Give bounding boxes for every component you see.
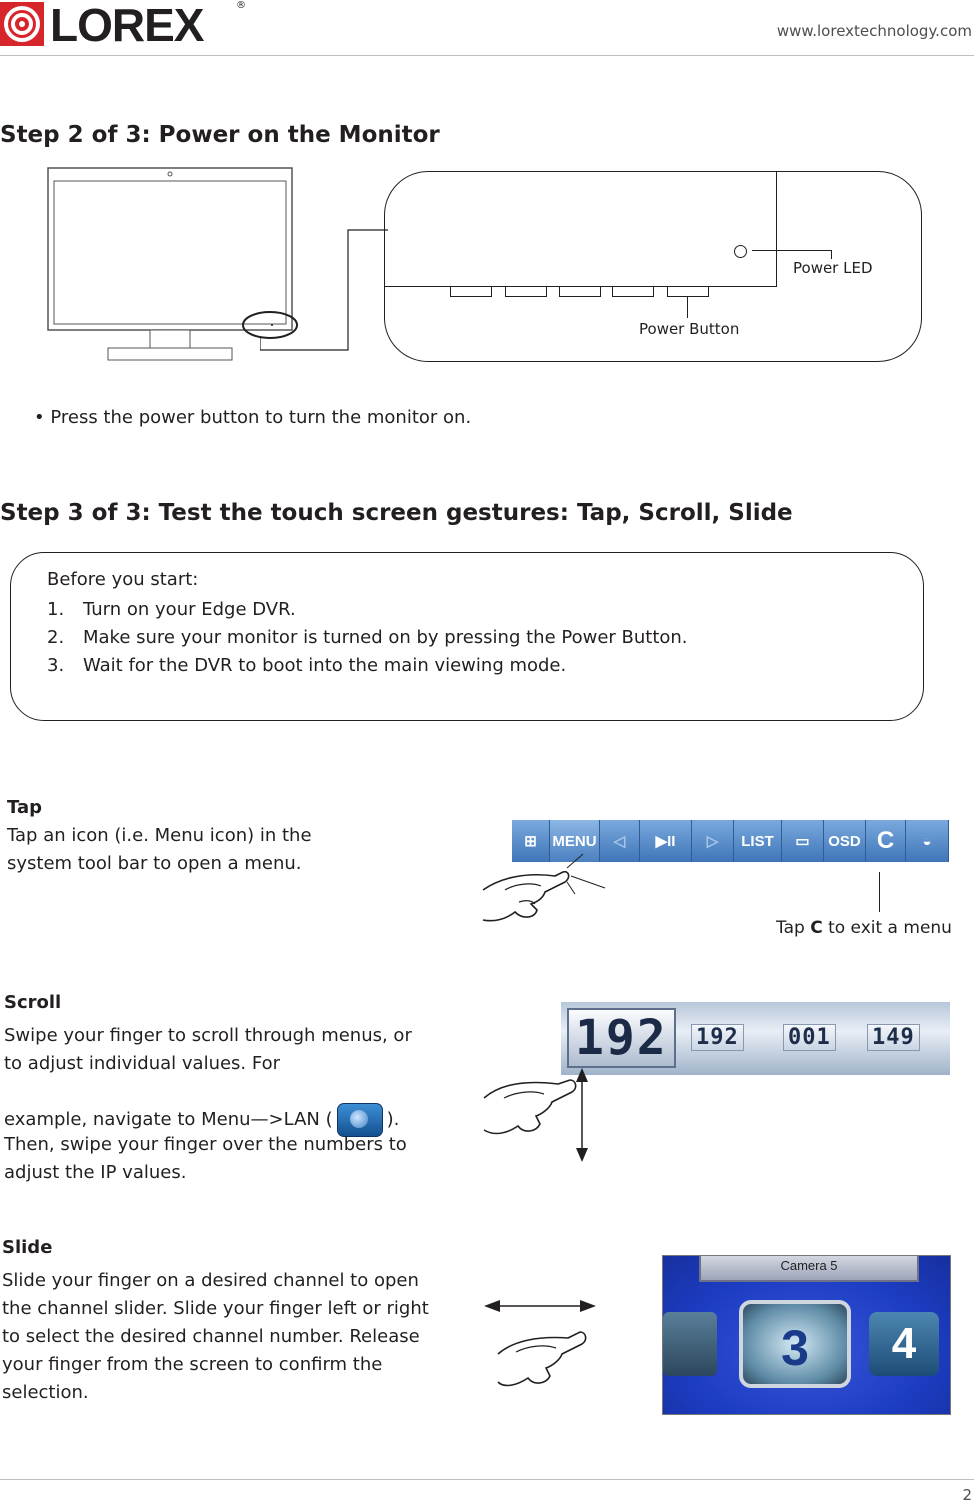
toolbar-list-button[interactable]: LIST — [734, 820, 782, 862]
toolbar-close-c-button[interactable]: C — [866, 820, 906, 862]
panel-button-3[interactable] — [559, 287, 601, 297]
power-button[interactable] — [667, 287, 709, 297]
power-led-leader-drop — [831, 250, 832, 259]
camera-label: Camera 5 — [699, 1255, 919, 1282]
channel-current-tile[interactable]: 3 — [739, 1300, 851, 1388]
step2-instruction: • Press the power button to turn the monitor on. — [34, 407, 472, 428]
panel-button-2[interactable] — [505, 287, 547, 297]
toolbar-grid-button[interactable]: ⊞ — [512, 820, 550, 862]
prep-step-number: 1. — [47, 599, 65, 620]
connector-line — [260, 228, 390, 354]
toolbar-menu-button[interactable]: MENU — [550, 820, 600, 862]
prep-step-number: 3. — [47, 655, 65, 676]
tap-c-leader — [879, 872, 880, 912]
before-you-start-title: Before you start: — [47, 569, 199, 590]
power-led-label: Power LED — [793, 259, 873, 277]
tap-title: Tap — [7, 797, 42, 818]
prep-step-text: Wait for the DVR to boot into the main viewing mode. — [83, 655, 567, 676]
prep-step-text: Turn on your Edge DVR. — [83, 599, 296, 620]
ip-big-number[interactable]: 192 — [567, 1008, 676, 1068]
power-button-label: Power Button — [639, 320, 740, 338]
scroll-title: Scroll — [4, 992, 62, 1013]
callout-prefix: Tap — [776, 918, 811, 938]
footer-divider — [0, 1479, 974, 1480]
header-divider — [0, 55, 974, 56]
channel-prev-tile[interactable] — [663, 1312, 717, 1376]
ip-field-2[interactable]: 001 — [783, 1024, 836, 1051]
toolbar-osd-button[interactable]: OSD — [824, 820, 866, 862]
prep-step-1 — [47, 596, 296, 624]
scroll-arrow: —> — [250, 1109, 284, 1130]
toolbar-dome-button[interactable]: ◒ — [906, 820, 949, 862]
channel-next-tile[interactable]: 4 — [869, 1312, 939, 1376]
panel-button-1[interactable] — [450, 287, 492, 297]
prep-step-number: 2. — [47, 627, 65, 648]
channel-slider-screenshot — [662, 1255, 951, 1415]
registered-mark: ® — [236, 0, 246, 11]
slide-hand-illustration — [484, 1292, 604, 1407]
prep-step-text: Make sure your monitor is turned on by pressing the Power Button. — [83, 627, 688, 648]
page-number: 2 — [962, 1486, 972, 1504]
panel-vertical-line — [776, 171, 777, 287]
scroll-hand-illustration — [478, 1068, 598, 1168]
panel-button-4[interactable] — [612, 287, 654, 297]
toolbar-play-pause-button[interactable]: ▶II — [640, 820, 692, 862]
callout-key: C — [810, 918, 823, 938]
scroll-description-3: Then, swipe your finger over the numbers to adjust the IP values. — [4, 1134, 407, 1183]
tap-c-callout — [776, 918, 974, 938]
tap-description: Tap an icon (i.e. Menu icon) in the system tool bar to open a menu. — [7, 825, 312, 874]
scroll-example-prefix: example, navigate to Menu — [4, 1109, 251, 1130]
scroll-lan-label: LAN ( — [283, 1109, 333, 1130]
ip-field-3[interactable]: 149 — [867, 1024, 920, 1051]
ip-scroll-screenshot — [561, 1002, 950, 1075]
power-button-leader — [687, 296, 688, 318]
step3-heading: Step 3 of 3: Test the touch screen gestures: Tap, Scroll, Slide — [0, 500, 793, 526]
power-led-indicator — [734, 245, 747, 258]
slide-description: Slide your finger on a desired channel to open the channel slider. Slide your finger left or right to select the desired channel number. Release your finger from the screen to confirm the selection. — [2, 1270, 429, 1403]
toolbar-prev-button[interactable]: ◁ — [600, 820, 640, 862]
prep-step-3 — [47, 652, 566, 680]
scroll-example-close: ). — [386, 1109, 400, 1130]
slide-title: Slide — [2, 1237, 53, 1258]
toolbar-window-button[interactable]: ▭ — [782, 820, 824, 862]
callout-suffix: to exit a menu — [822, 918, 952, 938]
scroll-description-1: Swipe your finger to scroll through menus, or to adjust individual values. For — [4, 1025, 412, 1074]
toolbar-next-button[interactable]: ▷ — [692, 820, 734, 862]
prep-step-2 — [47, 624, 688, 652]
ip-field-1[interactable]: 192 — [691, 1024, 744, 1051]
step2-heading: Step 2 of 3: Power on the Monitor — [0, 122, 440, 148]
logo-wordmark: LOREX — [50, 0, 204, 51]
tap-hand-illustration — [475, 850, 615, 945]
website-url: www.lorextechnology.com — [776, 22, 972, 40]
lorex-logo — [0, 0, 246, 51]
power-led-leader — [752, 250, 832, 251]
